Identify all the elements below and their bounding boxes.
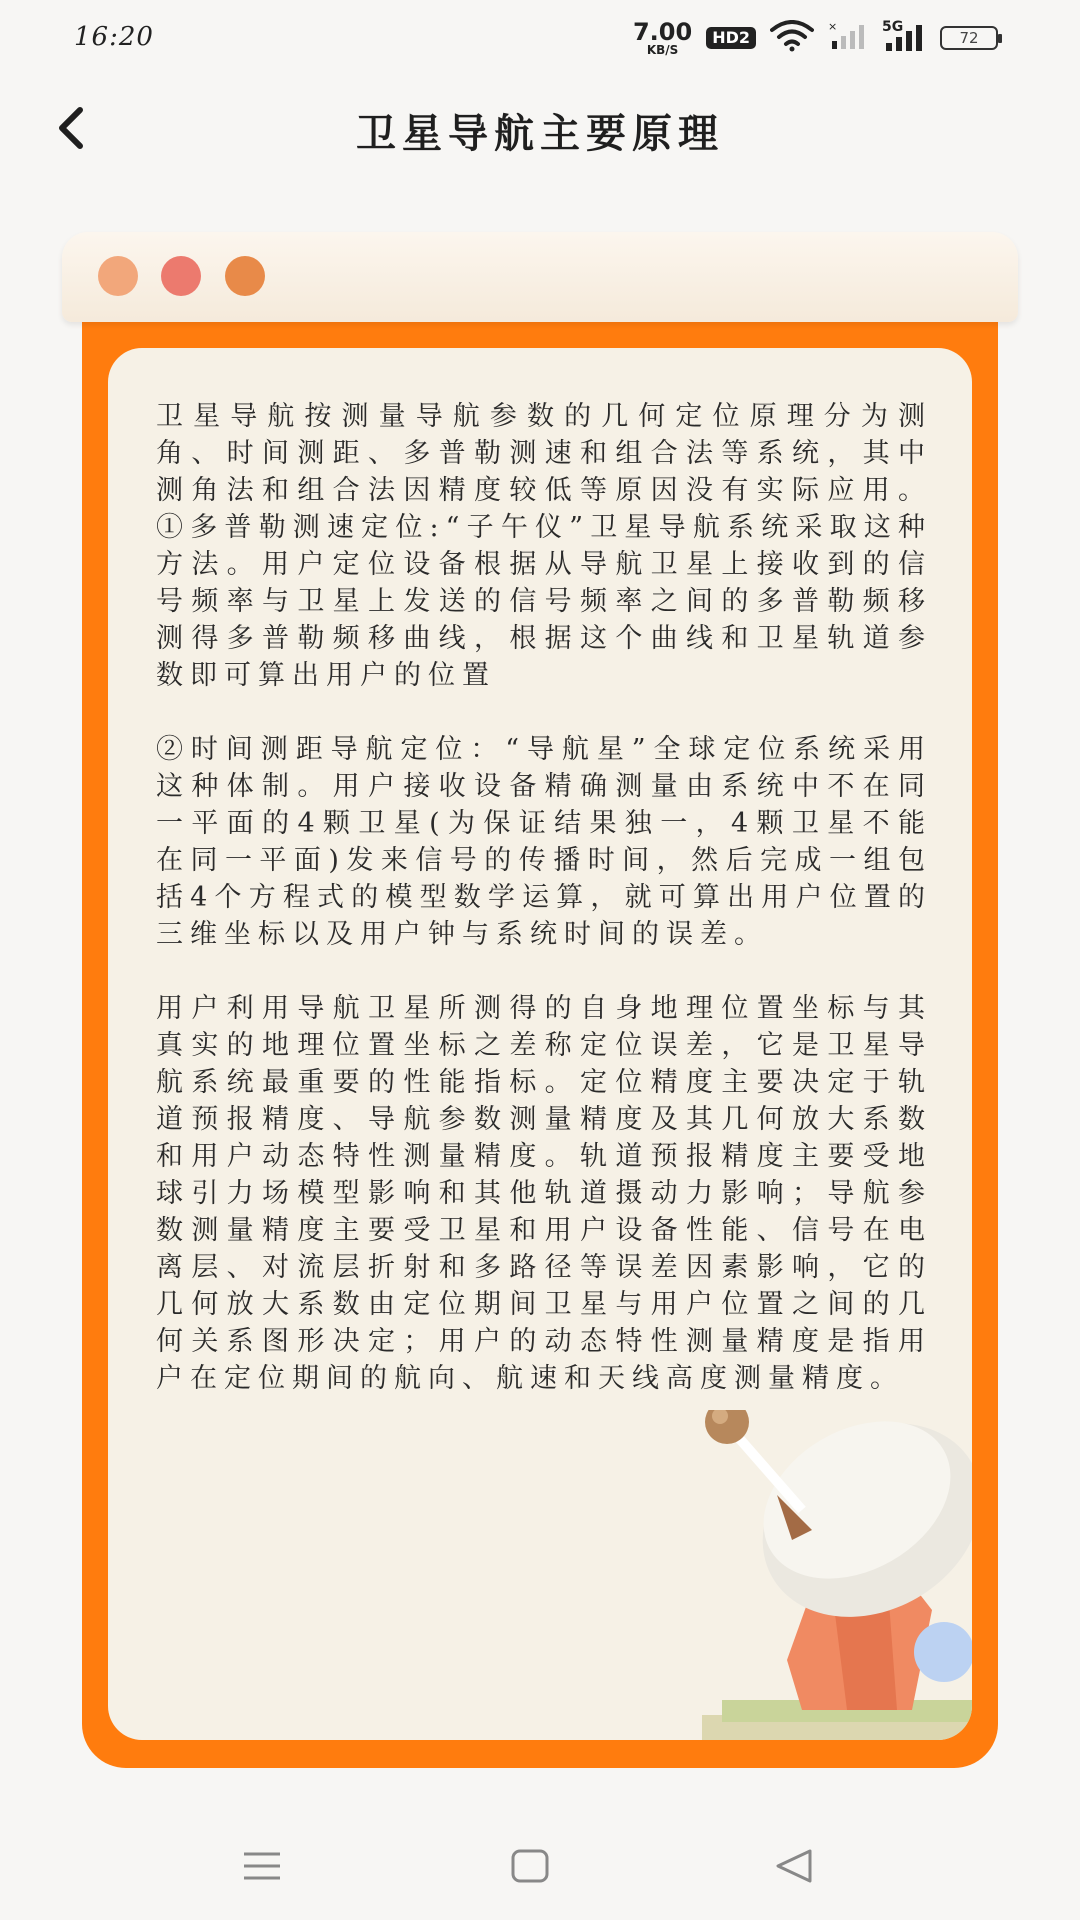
net-speed-value: 7.00 [632, 18, 693, 46]
triangle-back-icon [774, 1848, 814, 1884]
nav-menu-button[interactable] [230, 1834, 294, 1898]
svg-text:×: × [828, 21, 838, 33]
article-paragraph-3: 用户利用导航卫星所测得的自身地理位置坐标与其真实的地理位置坐标之差称定位误差，它是卫星导航系统最重要的性能指标。定位精度主要决定于轨道预报精度、导航参数测量精度及其几何放大系数和用户动态特性测量精度。轨道预报精度主要受地球引力场模型影响和其他轨道摄动力影响；导航参数测量精度主要受卫星和用户设备性能、信号在电离层、对流层折射和多路径等误差因素影响，它的几何放大系数由定位期间卫星与用户位置之间的几何关系图形决定；用户的动态特性测量精度是指用户在定位期间的航向、航速和天线高度测量精度。 [156, 993, 932, 1394]
window-dot-2 [161, 256, 201, 296]
window-dot-1 [98, 256, 138, 296]
menu-icon [242, 1850, 282, 1882]
satellite-dish-illustration [682, 1410, 972, 1740]
net-speed-unit: KB/S [646, 43, 679, 57]
app-header [0, 88, 1080, 168]
article-card[interactable] [108, 348, 972, 1740]
network-type: 5G [882, 19, 904, 35]
status-time: 16:20 [74, 22, 154, 52]
net-speed [633, 20, 692, 56]
status-bar [0, 0, 1080, 78]
signal-5g-icon [882, 19, 926, 53]
hd-badge: HD2 [706, 27, 756, 49]
card-title-bar [62, 232, 1018, 322]
nav-back-button[interactable] [762, 1834, 826, 1898]
system-nav-bar [0, 1810, 1080, 1920]
article-content [156, 398, 932, 1434]
article-paragraph-1: 卫星导航按测量导航参数的几何定位原理分为测角、时间测距、多普勒测速和组合法等系统，其中测角法和组合法因精度较低等原因没有实际应用。①多普勒测速定位:“子午仪”卫星导航系统采取这种方法。用户定位设备根据从导航卫星上接收到的信号频率与卫星上发送的信号频率之间的多普勒频移测得多普勒频移曲线，根据这个曲线和卫星轨道参数即可算出用户的位置 [156, 401, 932, 691]
page-title: 卫星导航主要原理 [356, 110, 724, 157]
battery-level: 72 [959, 29, 979, 47]
window-dot-3 [225, 256, 265, 296]
battery-icon [940, 26, 998, 50]
nav-home-button[interactable] [498, 1834, 562, 1898]
article-paragraph-2: ②时间测距导航定位：“导航星”全球定位系统采用这种体制。用户接收设备精确测量由系统中不在同一平面的4颗卫星(为保证结果独一，4颗卫星不能在同一平面)发来信号的传播时间，然后完成一组包括4个方程式的模型数学运算，就可算出用户位置的三维坐标以及用户钟与系统时间的误差。 [156, 734, 932, 950]
wifi-icon [770, 20, 814, 56]
status-icons [633, 18, 998, 58]
square-icon [510, 1848, 550, 1884]
signal-weak-icon [828, 21, 868, 55]
